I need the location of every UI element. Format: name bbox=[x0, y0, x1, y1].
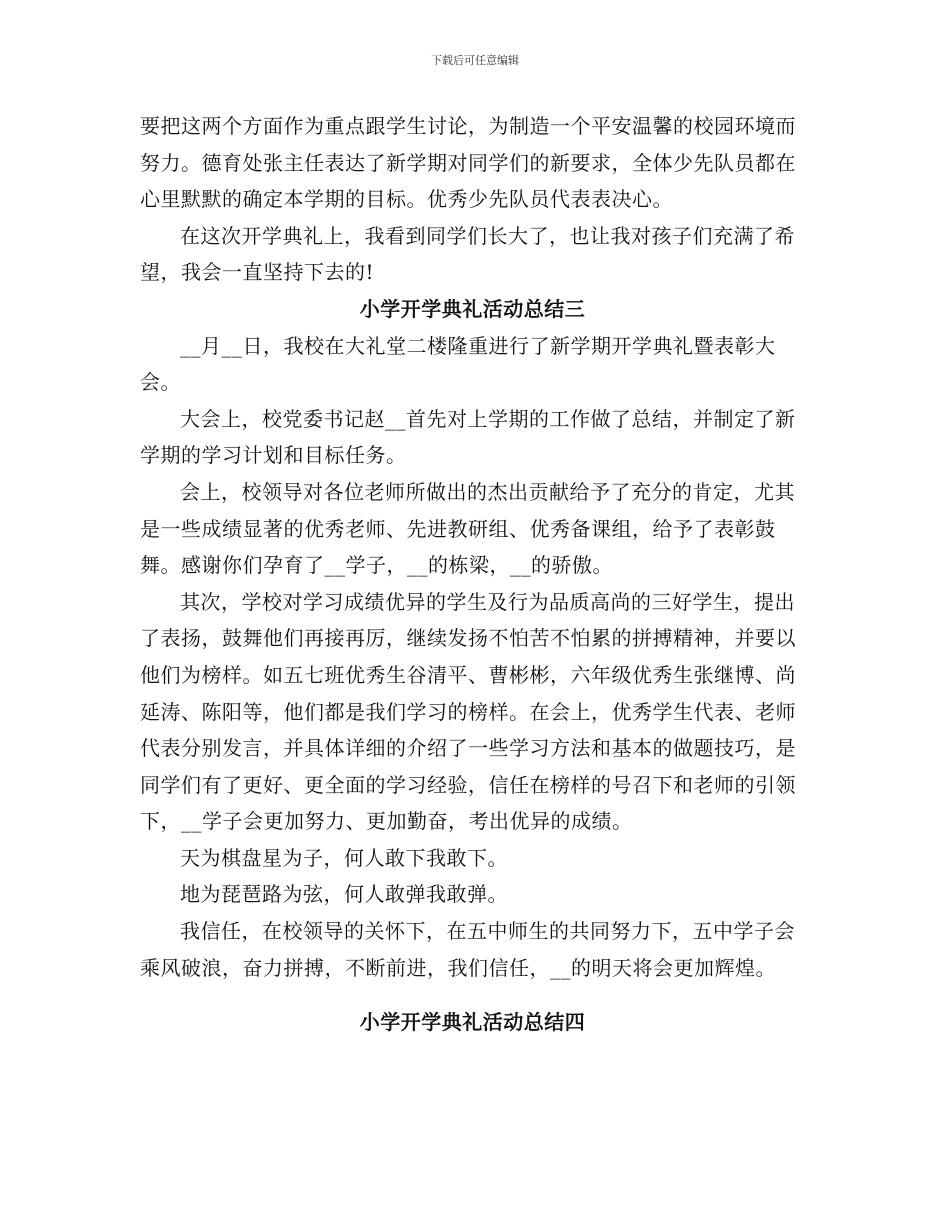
page-header-note: 下载后可任意编辑 bbox=[431, 54, 519, 67]
body-paragraph: 天为棋盘星为子，何人敢下我敢下。 bbox=[180, 845, 508, 870]
section-heading: 小学开学典礼活动总结四 bbox=[359, 1010, 586, 1035]
body-paragraph: 在这次开学典礼上，我看到同学们长大了，也让我对孩子们充满了希望，我会一直坚持下去的! bbox=[140, 223, 795, 285]
body-paragraph: __月__日，我校在大礼堂二楼隆重进行了新学期开学典礼暨表彰大会。 bbox=[140, 333, 776, 395]
body-paragraph: 地为琵琶路为弦，何人敢弹我敢弹。 bbox=[180, 882, 508, 907]
body-paragraph: 大会上，校党委书记赵__首先对上学期的工作做了总结，并制定了新学期的学习计划和目标任务。 bbox=[140, 406, 796, 468]
document-body bbox=[140, 108, 805, 1041]
body-paragraph: 其次，学校对学习成绩优异的学生及行为品质高尚的三好学生，提出了表扬，鼓舞他们再接再厉，继续发扬不怕苦不怕累的拼搏精神，并要以他们为榜样。如五七班优秀生谷清平、曹彬彬，六年级优秀生张继博、尚延涛、陈阳等，他们都是我们学习的榜样。在会上，优秀学生代表、老师代表分别发言，并具体详细的介绍了一些学习方法和基本的做题技巧，是同学们有了更好、更全面的学习经验，信任在榜样的号召下和老师的引领下，__学子会更加努力、更加勤奋，考出优异的成绩。 bbox=[140, 589, 796, 834]
section-heading: 小学开学典礼活动总结三 bbox=[359, 296, 586, 321]
body-paragraph: 我信任，在校领导的关怀下，在五中师生的共同努力下，五中学子会乘风破浪，奋力拼搏，不断前进，我们信任，__的明天将会更加辉煌。 bbox=[140, 919, 795, 980]
body-paragraph: 会上，校领导对各位老师所做出的杰出贡献给予了充分的肯定，尤其是一些成绩显著的优秀老师、先进教研组、优秀备课组，给予了表彰鼓舞。感谢你们孕育了__学子，__的栋梁，__的骄傲。 bbox=[140, 479, 795, 578]
body-paragraph: 要把这两个方面作为重点跟学生讨论，为制造一个平安温馨的校园环境而努力。德育处张主任表达了新学期对同学们的新要求，全体少先队员都在心里默默的确定本学期的目标。优秀少先队员代表表决心。 bbox=[140, 114, 796, 212]
